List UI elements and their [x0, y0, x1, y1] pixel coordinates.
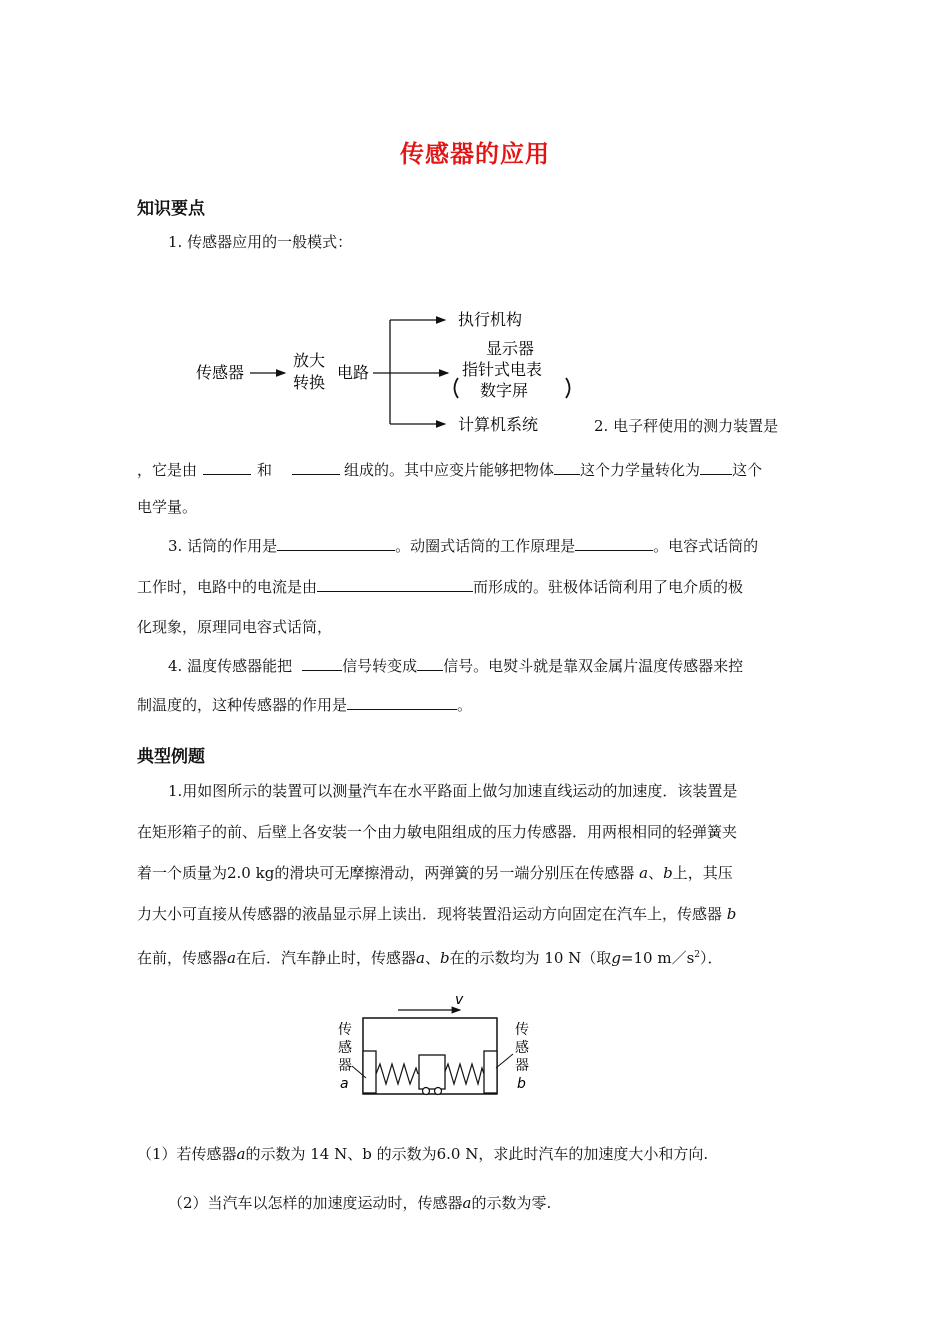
text: 4. 温度传感器能把: [168, 657, 293, 675]
question-1: [137, 1144, 708, 1164]
text: 。电容式话筒的: [653, 537, 759, 555]
right-label-char: 器: [515, 1058, 529, 1074]
fill-blank[interactable]: [292, 459, 340, 475]
text: 信号。电熨斗就是靠双金属片温度传感器来控: [443, 657, 744, 675]
fill-blank[interactable]: [317, 576, 473, 592]
text: 3. 话筒的作用是: [168, 537, 278, 555]
text: （1）若传感器: [137, 1145, 237, 1163]
sensor-b-plate: [484, 1051, 497, 1093]
leader-line: [496, 1054, 513, 1068]
var-a: a: [236, 1145, 246, 1163]
text: ）．: [700, 949, 723, 967]
var-b: b: [726, 905, 737, 923]
text: 信号转变成: [342, 657, 418, 675]
text: 和: [257, 461, 273, 479]
point-4-line1: [168, 655, 743, 676]
var-b: b: [439, 949, 450, 967]
text: 组成的。其中应变片能够把物体: [344, 461, 555, 479]
left-label-char: 感: [338, 1040, 352, 1056]
sensor-a-letter: a: [340, 1076, 349, 1092]
text: 的示数为 14 N、b 的示数为6.0 N，求此时汽车的加速度大小和方向.: [245, 1145, 709, 1163]
flow-circuit: 电路: [337, 363, 370, 382]
question-2: [168, 1193, 551, 1213]
right-label-char: 传: [515, 1022, 529, 1038]
text: ，它是由: [137, 461, 198, 479]
left-label-char: 器: [338, 1058, 352, 1074]
point-3-line1: [168, 535, 758, 556]
point-2-line2: [137, 459, 762, 480]
flow-sensor: 传感器: [196, 363, 245, 382]
text: 这个: [732, 461, 763, 479]
fill-blank[interactable]: [417, 655, 443, 671]
superscript: 2: [694, 950, 701, 960]
sensor-a-plate: [363, 1051, 376, 1093]
left-label-char: 传: [338, 1022, 352, 1038]
flow-display: 显示器: [486, 339, 535, 358]
text: 。: [457, 696, 473, 714]
sensor-b-letter: b: [517, 1076, 526, 1092]
text: 制温度的，这种传感器的作用是: [137, 696, 348, 714]
brace-right: [566, 378, 570, 398]
example-1-line3: [137, 863, 733, 883]
fill-blank[interactable]: [554, 459, 580, 475]
page-title: 传感器的应用: [400, 140, 550, 168]
flow-convert: 转换: [293, 373, 326, 392]
text: 而形成的。驻极体话筒利用了电介质的极: [473, 578, 744, 596]
var-b: b: [663, 864, 673, 882]
fill-blank[interactable]: [277, 535, 395, 551]
flow-pointer-meter: 指针式电表: [462, 360, 543, 379]
var-g: g: [611, 949, 621, 967]
var-a: a: [227, 949, 236, 967]
brace-left: [455, 378, 459, 398]
point-4-line2: [137, 694, 472, 715]
section-heading-key-points: 知识要点: [137, 199, 205, 219]
point-3-line2: [137, 576, 743, 597]
text: （2）当汽车以怎样的加速度运动时，传感器: [168, 1194, 463, 1212]
text: 、: [424, 949, 440, 967]
text: 在的示数均为 10 N（取: [449, 949, 612, 967]
wheel: [423, 1088, 430, 1095]
fill-blank[interactable]: [575, 535, 653, 551]
text: 这个力学量转化为: [580, 461, 701, 479]
example-1-line4: [137, 904, 736, 924]
example-1-line5: [137, 945, 723, 968]
point-2-start: 2. 电子秤使用的测力装置是: [594, 417, 779, 435]
flow-digital-screen: 数字屏: [480, 381, 529, 400]
text: 上，其压: [672, 864, 733, 882]
fill-blank[interactable]: [203, 459, 251, 475]
spring-left: [376, 1064, 418, 1084]
text: 工作时，电路中的电流是由: [137, 578, 318, 596]
example-1-line1: 1.用如图所示的装置可以测量汽车在水平路面上做匀加速直线运动的加速度．该装置是: [168, 782, 738, 800]
wheel: [435, 1088, 442, 1095]
var-a: a: [462, 1194, 472, 1212]
var-a: a: [639, 864, 649, 882]
point-2-line3: 电学量。: [137, 498, 198, 516]
text: 着一个质量为2.0 kg的滑块可无摩擦滑动，两弹簧的另一端分别压在传感器: [137, 864, 635, 882]
spring-right: [444, 1064, 484, 1084]
section-heading-examples: 典型例题: [137, 747, 205, 767]
accelerometer-box-diagram: [330, 988, 545, 1118]
text: 、: [648, 864, 664, 882]
right-label-char: 感: [515, 1040, 529, 1056]
velocity-label: v: [455, 992, 464, 1008]
example-1-line2: 在矩形箱子的前、后壁上各安装一个由力敏电阻组成的压力传感器．用两根相同的轻弹簧夹: [137, 823, 738, 841]
text: 。动圈式话筒的工作原理是: [395, 537, 576, 555]
flow-amplify: 放大: [293, 351, 326, 370]
point-1: 1. 传感器应用的一般模式：: [168, 233, 353, 251]
fill-blank[interactable]: [302, 655, 342, 671]
sensor-application-flow-diagram: [190, 298, 590, 440]
slider-block: [419, 1055, 445, 1089]
text: =10 m／s: [620, 949, 695, 967]
text: 在后．汽车静止时，传感器: [235, 949, 416, 967]
text: 的示数为零.: [471, 1194, 552, 1212]
point-3-line3: 化现象，原理同电容式话筒，: [137, 618, 333, 636]
var-a: a: [415, 949, 425, 967]
fill-blank[interactable]: [347, 694, 457, 710]
text: 在前，传感器: [137, 949, 228, 967]
text: 力大小可直接从传感器的液晶显示屏上读出．现将装置沿运动方向固定在汽车上，传感器: [137, 905, 723, 923]
flow-actuator: 执行机构: [458, 310, 523, 329]
fill-blank[interactable]: [700, 459, 732, 475]
flow-computer-system: 计算机系统: [458, 415, 539, 434]
